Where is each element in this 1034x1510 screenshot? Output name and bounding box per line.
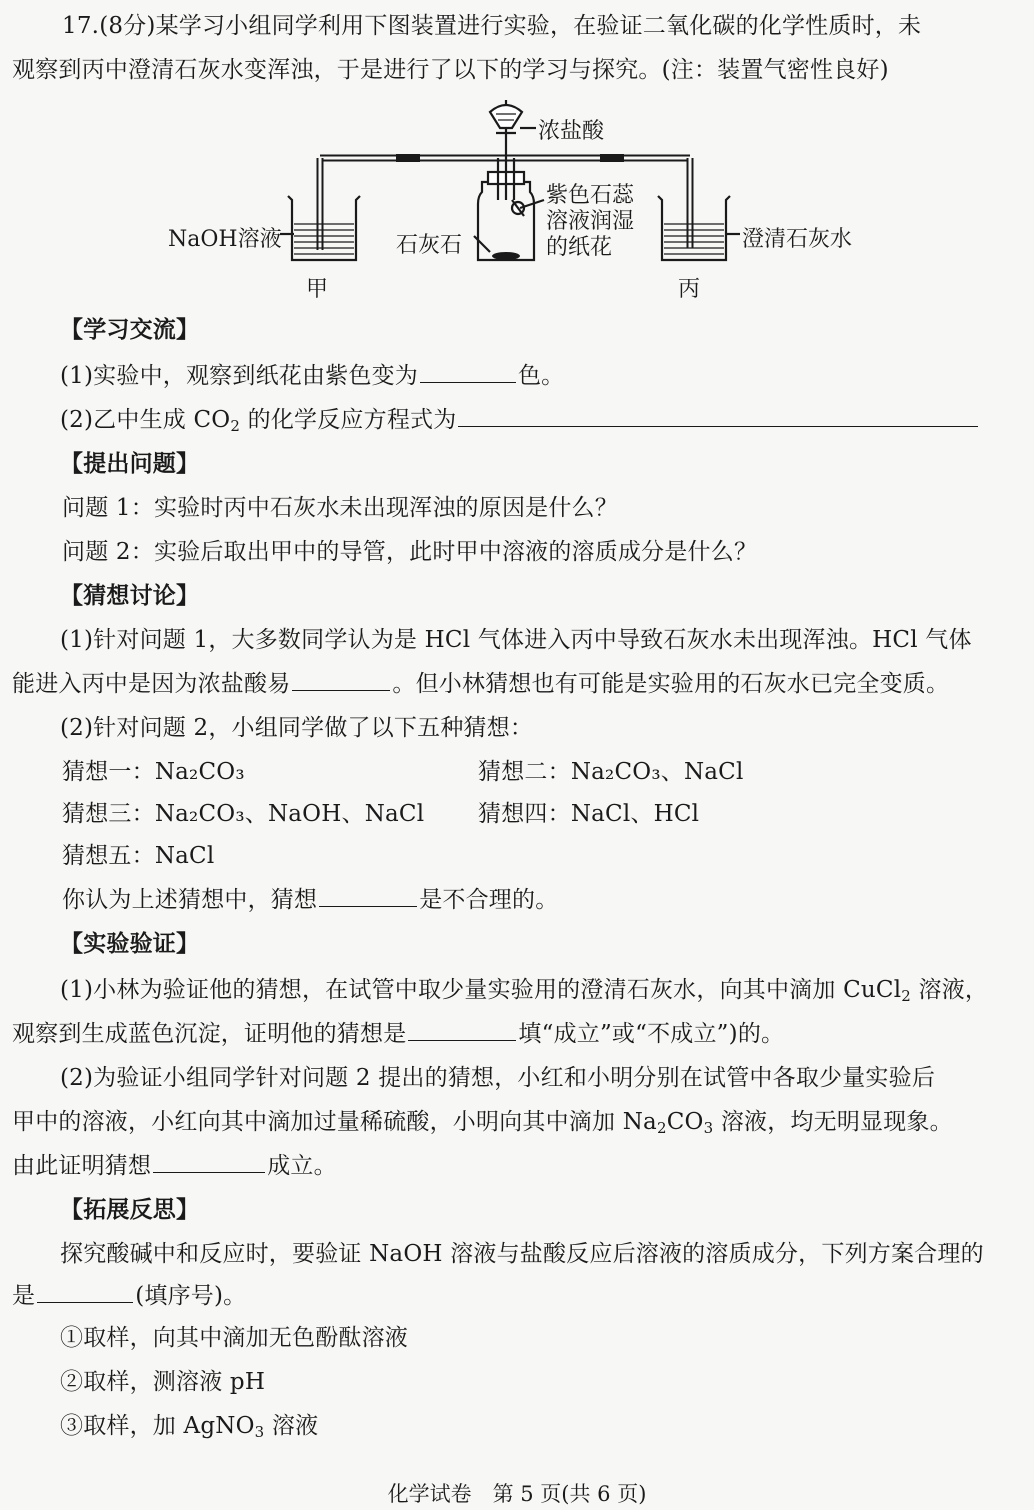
- label-litmus-flower-1: 紫色石蕊: [546, 183, 635, 208]
- verify-1-line-1: (1)小林为验证他的猜想，在试管中取少量实验用的澄清石灰水，向其中滴加 CuCl$_2$ 溶液，: [60, 977, 989, 1005]
- reflect-option-3: ③取样，加 AgNO$_3$ 溶液: [60, 1413, 319, 1441]
- exchange-q2: (2)乙中生成 $CO_2$ 的化学反应方程式为: [60, 404, 980, 436]
- answer-blank-equation[interactable]: [458, 404, 978, 427]
- unreasonable-conjecture: 你认为上述猜想中，猜想 是不合理的。: [62, 884, 558, 916]
- exchange-q1: (1)实验中，观察到纸花由紫色变为 色。: [60, 360, 564, 392]
- verify-2-line-1: (2)为验证小组同学针对问题 2 提出的猜想，小红和小明分别在试管中各取少量实验后: [60, 1065, 936, 1091]
- answer-blank-options[interactable]: [37, 1280, 133, 1303]
- question-number: 17.: [62, 13, 100, 39]
- answer-blank-established[interactable]: [408, 1018, 516, 1041]
- conjecture-5: 猜想五：NaCl: [62, 843, 215, 869]
- section-verify: 【实验验证】: [60, 930, 200, 957]
- reflect-line-2: 是 (填序号)。: [12, 1280, 246, 1312]
- conjecture-4: 猜想四：NaCl、HCl: [478, 801, 700, 827]
- reflect-option-1: ①取样，向其中滴加无色酚酞溶液: [60, 1325, 408, 1351]
- ask-problem-1: 问题 1：实验时丙中石灰水未出现浑浊的原因是什么？: [62, 495, 618, 521]
- label-jia: 甲: [306, 277, 329, 302]
- section-guess: 【猜想讨论】: [60, 582, 200, 609]
- answer-blank-volatile[interactable]: [292, 668, 390, 691]
- section-exchange: 【学习交流】: [60, 316, 200, 343]
- question-intro-line-2: 观察到丙中澄清石灰水变浑浊，于是进行了以下的学习与探究。(注：装置气密性良好): [12, 57, 889, 83]
- label-naoh-solution: NaOH溶液: [168, 227, 282, 252]
- label-limewater: 澄清石灰水: [742, 227, 853, 252]
- conjecture-2: 猜想二：Na₂CO₃、NaCl: [478, 759, 744, 785]
- apparatus-svg: [160, 100, 880, 310]
- answer-blank-color[interactable]: [420, 360, 516, 383]
- label-litmus-flower-2: 溶液润湿: [546, 209, 635, 234]
- verify-2-line-2: 甲中的溶液，小红向其中滴加过量稀硫酸，小明向其中滴加 $Na_2CO_3$ 溶液，均无明显现象。: [12, 1109, 953, 1137]
- answer-blank-conjecture[interactable]: [319, 884, 417, 907]
- verify-2-line-3: 由此证明猜想 成立。: [12, 1150, 337, 1182]
- label-bing: 丙: [678, 277, 701, 302]
- reflect-line-1: 探究酸碱中和反应时，要验证 NaOH 溶液与盐酸反应后溶液的溶质成分，下列方案合理的: [60, 1241, 984, 1267]
- section-reflect: 【拓展反思】: [60, 1196, 200, 1223]
- intro-text-1: 某学习小组同学利用下图装置进行实验，在验证二氧化碳的化学性质时，未: [155, 13, 922, 39]
- reflect-option-2: ②取样，测溶液 pH: [60, 1369, 266, 1395]
- answer-blank-proved-conjecture[interactable]: [153, 1150, 265, 1173]
- conjecture-3: 猜想三：Na₂CO₃、NaOH、NaCl: [62, 801, 425, 827]
- label-limestone: 石灰石: [396, 233, 463, 258]
- section-ask: 【提出问题】: [60, 450, 200, 477]
- label-concentrated-hcl: 浓盐酸: [538, 119, 605, 144]
- guess-1-line-1: (1)针对问题 1，大多数同学认为是 HCl 气体进入丙中导致石灰水未出现浑浊。HCl 气体: [60, 627, 972, 653]
- conjecture-1: 猜想一：Na₂CO₃: [62, 759, 245, 785]
- label-litmus-flower-3: 的纸花: [546, 235, 613, 260]
- page-footer: 化学试卷 第 5 页(共 6 页): [387, 1482, 647, 1506]
- apparatus-diagram: [160, 100, 880, 310]
- question-intro-line-1: [62, 10, 921, 42]
- question-score: (8分): [99, 13, 156, 39]
- verify-1-line-2: 观察到生成蓝色沉淀，证明他的猜想是 填“成立”或“不成立”)的。: [12, 1018, 784, 1050]
- guess-2-intro: (2)针对问题 2，小组同学做了以下五种猜想：: [60, 715, 534, 741]
- guess-1-line-2: 能进入丙中是因为浓盐酸易 。但小林猜想也有可能是实验用的石灰水已完全变质。: [12, 668, 949, 700]
- ask-problem-2: 问题 2：实验后取出甲中的导管，此时甲中溶液的溶质成分是什么？: [62, 539, 758, 565]
